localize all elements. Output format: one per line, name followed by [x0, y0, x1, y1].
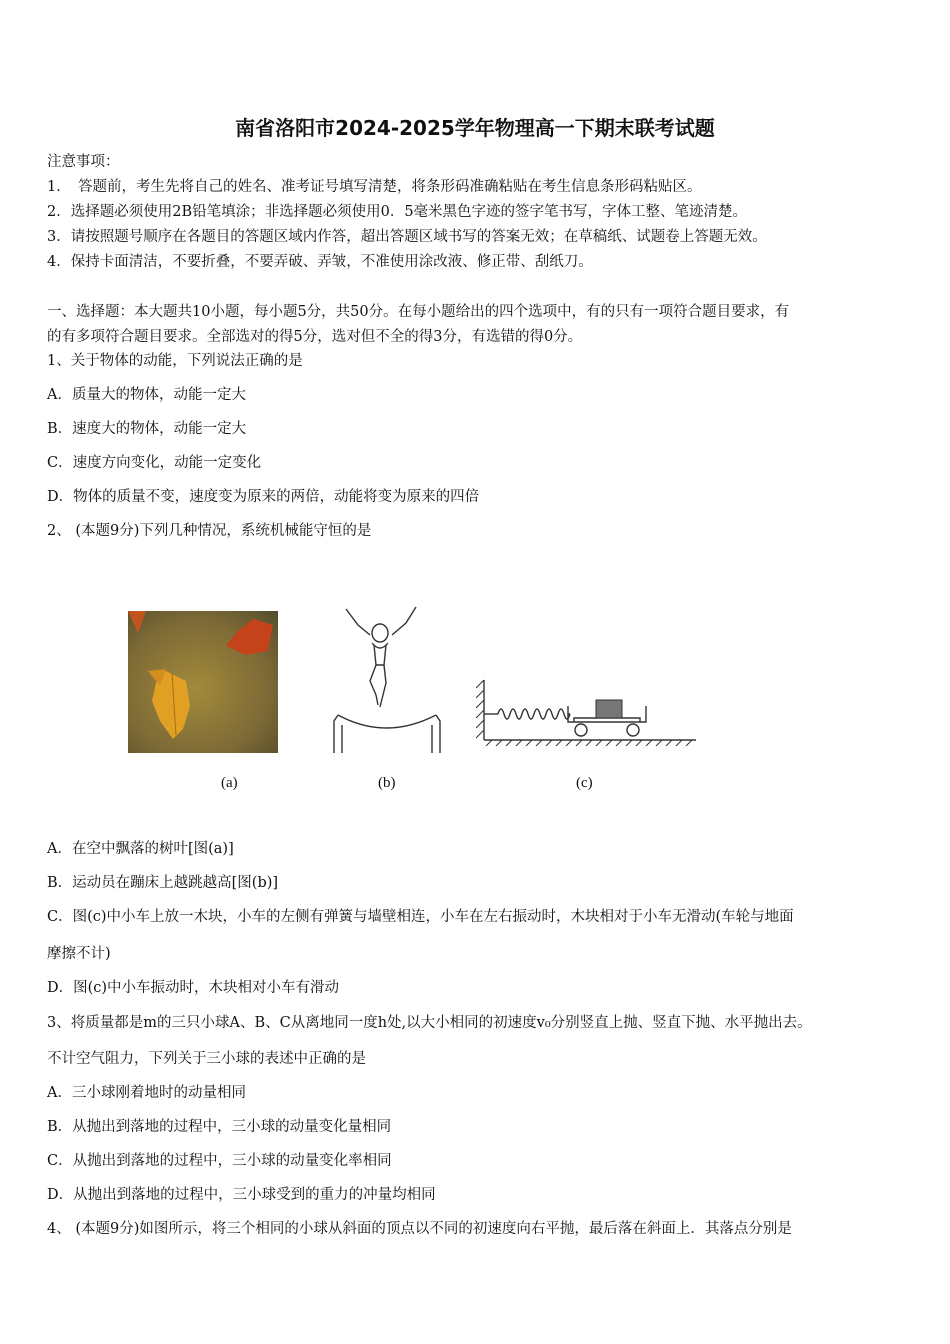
q4-stem: 4、 (本题9分)如图所示，将三个相同的小球从斜面的顶点以不同的初速度向右平抛，最后落在斜面上．其落点分别是 [47, 1221, 792, 1237]
notice-item-4: 4．保持卡面清洁，不要折叠，不要弄破、弄皱，不准使用涂改液、修正带、刮纸刀。 [47, 254, 593, 270]
section-instructions-line-1: 一、选择题：本大题共10小题，每小题5分，共50分。在每小题给出的四个选项中，有的只有一项符合题目要求，有 [47, 304, 790, 320]
notice-item-3: 3．请按照题号顺序在各题目的答题区域内作答，超出答题区域书写的答案无效；在草稿纸、试题卷上答题无效。 [47, 229, 767, 245]
q3-option-c: C．从抛出到落地的过程中，三小球的动量变化率相同 [47, 1153, 392, 1169]
q1-stem: 1、关于物体的动能，下列说法正确的是 [47, 353, 303, 369]
figure-a-falling-leaves [128, 611, 278, 753]
page-title: 南省洛阳市2024-2025学年物理高一下期末联考试题 [235, 116, 715, 140]
q2-option-a: A．在空中飘落的树叶[图(a)] [47, 841, 234, 857]
q3-option-d: D．从抛出到落地的过程中，三小球受到的重力的冲量均相同 [47, 1187, 436, 1203]
q1-option-b: B．速度大的物体，动能一定大 [47, 421, 247, 437]
figure-a-caption: (a) [221, 775, 238, 791]
q2-option-d: D．图(c)中小车振动时，木块相对小车有滑动 [47, 980, 340, 996]
q1-option-a: A．质量大的物体，动能一定大 [47, 387, 246, 403]
notice-item-1: 1． 答题前，考生先将自己的姓名、准考证号填写清楚，将条形码准确粘贴在考生信息条形码粘贴区。 [47, 179, 702, 195]
q2-stem: 2、 (本题9分)下列几种情况，系统机械能守恒的是 [47, 523, 372, 539]
notice-heading: 注意事项： [47, 154, 120, 170]
figure-c-spring-cart [476, 678, 698, 746]
notice-item-2: 2．选择题必须使用2B铅笔填涂；非选择题必须使用0．5毫米黑色字迹的签字笔书写，字体工整、笔迹清楚。 [47, 204, 748, 220]
section-instructions-line-2: 的有多项符合题目要求。全部选对的得5分，选对但不全的得3分，有选错的得0分。 [47, 329, 583, 345]
figure-c-caption: (c) [576, 775, 593, 791]
q2-option-c-line-1: C．图(c)中小车上放一木块，小车的左侧有弹簧与墙壁相连，小车在左右振动时，木块相对于小车无滑动(车轮与地面 [47, 909, 794, 925]
figure-b-trampoline-jumper [328, 603, 446, 755]
q1-option-c: C．速度方向变化，动能一定变化 [47, 455, 262, 471]
q2-option-b: B．运动员在蹦床上越跳越高[图(b)] [47, 875, 279, 891]
figure-b-caption: (b) [378, 775, 396, 791]
q3-stem-line-2: 不计空气阻力，下列关于三小球的表述中正确的是 [47, 1051, 366, 1067]
q1-option-d: D．物体的质量不变，速度变为原来的两倍，动能将变为原来的四倍 [47, 489, 480, 505]
q3-option-a: A．三小球刚着地时的动量相同 [47, 1085, 246, 1101]
q2-option-c-line-2: 摩擦不计) [47, 946, 111, 962]
q3-option-b: B．从抛出到落地的过程中，三小球的动量变化量相同 [47, 1119, 392, 1135]
q3-stem-line-1: 3、将质量都是m的三只小球A、B、C从离地同一度h处,以大小相同的初速度v₀分别竖直上抛、竖直下抛、水平抛出去。 [47, 1015, 812, 1031]
